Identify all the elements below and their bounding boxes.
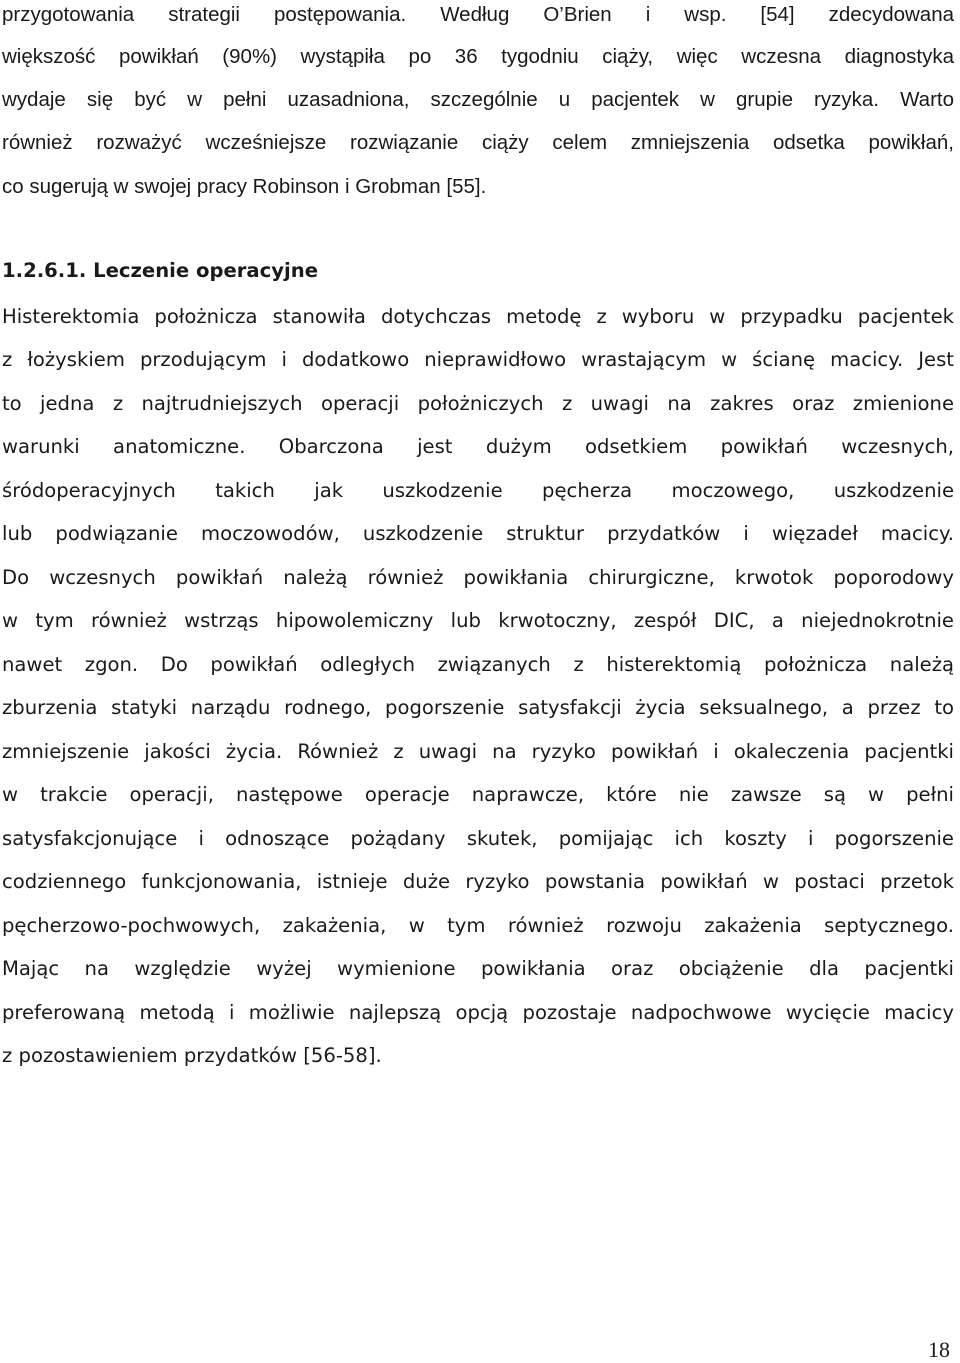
paragraph-2-line: Histerektomia położnicza stanowiła dotychczas metodę z wyboru w przypadku pacjentek (2, 305, 954, 328)
paragraph-2-line: codziennego funkcjonowania, istnieje duże ryzyko powstania powikłań w postaci przetok (2, 870, 954, 893)
paragraph-1-line: wydaje się być w pełni uzasadniona, szczególnie u pacjentek w grupie ryzyka. Warto (2, 88, 954, 111)
paragraph-2-line: w trakcie operacji, następowe operacje naprawcze, które nie zawsze są w pełni (2, 783, 954, 806)
page-number: 18 (928, 1337, 950, 1362)
paragraph-2-line: lub podwiązanie moczowodów, uszkodzenie struktur przydatków i więzadeł macicy. (2, 522, 954, 545)
paragraph-2-line: pęcherzowo-pochwowych, zakażenia, w tym również rozwoju zakażenia septycznego. (2, 914, 954, 937)
paragraph-2-line: preferowaną metodą i możliwie najlepszą opcją pozostaje nadpochwowe wycięcie macicy (2, 1001, 954, 1024)
paragraph-2-line: nawet zgon. Do powikłań odległych związanych z histerektomią położnicza należą (2, 653, 954, 676)
paragraph-1-line: przygotowania strategii postępowania. Według O’Brien i wsp. [54] zdecydowana (2, 3, 954, 26)
paragraph-2-line: warunki anatomiczne. Obarczona jest dużym odsetkiem powikłań wczesnych, (2, 435, 954, 458)
paragraph-2-line: Do wczesnych powikłań należą również powikłania chirurgiczne, krwotok poporodowy (2, 566, 954, 589)
paragraph-2-line: z łożyskiem przodującym i dodatkowo nieprawidłowo wrastającym w ścianę macicy. Jest (2, 348, 954, 371)
paragraph-2-line: Mając na względzie wyżej wymienione powikłania oraz obciążenie dla pacjentki (2, 957, 954, 980)
paragraph-2-line: satysfakcjonujące i odnoszące pożądany skutek, pomijając ich koszty i pogorszenie (2, 827, 954, 850)
paragraph-2-line: zburzenia statyki narządu rodnego, pogorszenie satysfakcji życia seksualnego, a przez to (2, 696, 954, 719)
paragraph-2-line: w tym również wstrząs hipowolemiczny lub krwotoczny, zespół DIC, a niejednokrotnie (2, 609, 954, 632)
paragraph-1-line: co sugerują w swojej pracy Robinson i Grobman [55]. (2, 175, 487, 198)
paragraph-1-line: również rozważyć wcześniejsze rozwiązanie ciąży celem zmniejszenia odsetka powikłań, (2, 131, 954, 154)
paragraph-2-line: zmniejszenie jakości życia. Również z uwagi na ryzyko powikłań i okaleczenia pacjentki (2, 740, 954, 763)
paragraph-2-line: śródoperacyjnych takich jak uszkodzenie pęcherza moczowego, uszkodzenie (2, 479, 954, 502)
paragraph-2-line: z pozostawieniem przydatków [56-58]. (2, 1044, 382, 1067)
section-heading: 1.2.6.1. Leczenie operacyjne (2, 259, 318, 282)
paragraph-2-line: to jedna z najtrudniejszych operacji położniczych z uwagi na zakres oraz zmienione (2, 392, 954, 415)
paragraph-1-line: większość powikłań (90%) wystąpiła po 36 tygodniu ciąży, więc wczesna diagnostyka (2, 45, 954, 68)
